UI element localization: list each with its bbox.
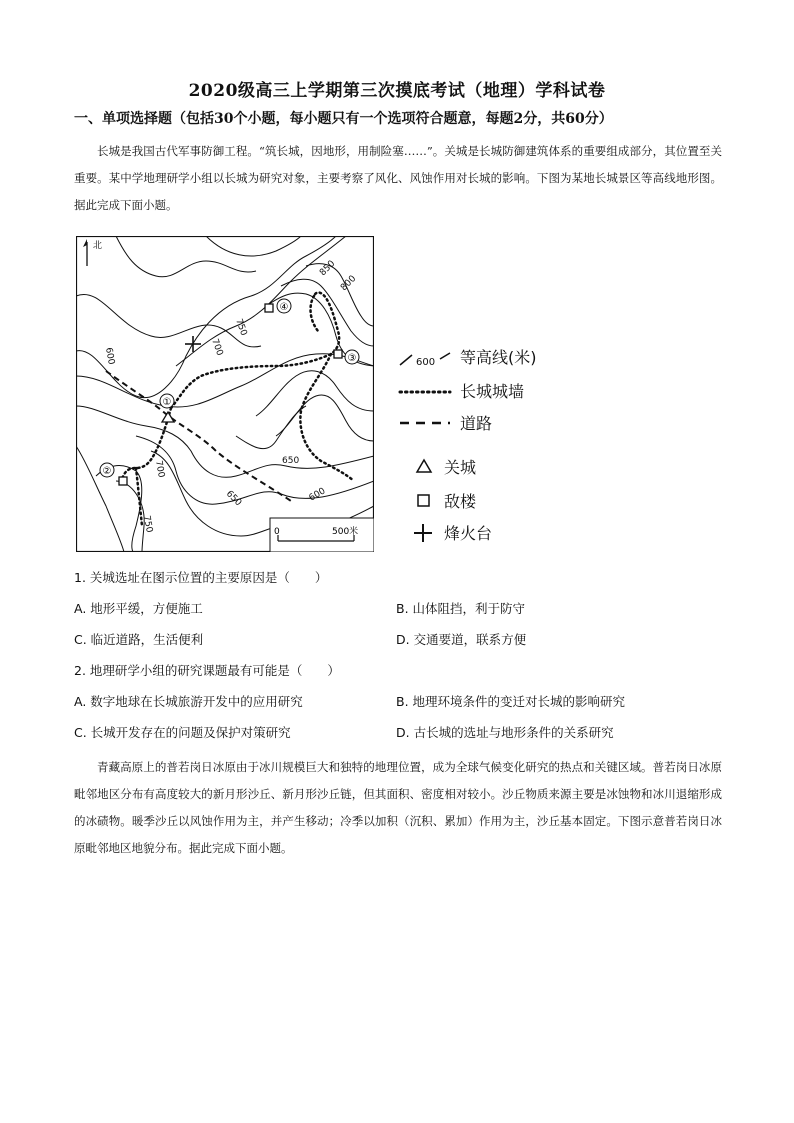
question-2-option-c[interactable]: C. 长城开发存在的问题及保护对策研究 <box>74 725 291 740</box>
beacon-tower-icon <box>414 524 432 542</box>
site-marker-1: ① <box>162 397 172 408</box>
contour-label: 700 <box>209 337 225 358</box>
watchtower-icon <box>418 495 429 506</box>
contour-label: 750 <box>141 514 154 534</box>
question-1-option-c[interactable]: C. 临近道路，生活便利 <box>74 632 204 647</box>
legend-wall-label: 长城城墙 <box>460 382 525 401</box>
section-heading: 一、单项选择题（包括30个小题，每小题只有一个选项符合题意，每题2分，共60分） <box>74 111 613 127</box>
watchtower-icon <box>265 304 273 312</box>
question-2-option-d[interactable]: D. 古长城的选址与地形条件的关系研究 <box>396 725 614 740</box>
question-2-option-b[interactable]: B. 地理环境条件的变迁对长城的影响研究 <box>396 694 626 709</box>
page-title: 2020级高三上学期第三次摸底考试（地理）学科试卷 <box>188 81 606 101</box>
site-marker-3: ③ <box>347 353 357 364</box>
legend-road-label: 道路 <box>460 414 493 433</box>
contour-label: 650 <box>223 489 244 509</box>
contour-label: 600 <box>307 486 328 504</box>
passage-great-wall: 长城是我国古代军事防御工程。“筑长城，因地形，用制险塞……”。关城是长城防御建筑体系的重要组成部分，其位置至关重要。某中学地理研学小组以长城为研究对象，主要考察了风化、风蚀作用对长城的影响。下图为某地长城景区等高线地形图。据此完成下面小题。 <box>74 144 722 212</box>
map-legend <box>398 343 578 553</box>
legend-sample-value: 600 <box>416 357 436 368</box>
contour-label: 650 <box>282 456 300 466</box>
question-2-stem: 2. 地理研学小组的研究课题最有可能是（ ） <box>74 663 340 678</box>
watchtower-icon <box>119 477 127 485</box>
gate-fort-icon <box>417 460 431 472</box>
contour-label: 850 <box>318 258 338 279</box>
watchtower-icon <box>334 350 342 358</box>
contour-label: 750 <box>233 317 249 338</box>
contour-label: 700 <box>153 459 166 479</box>
question-1-stem: 1. 关城选址在图示位置的主要原因是（ ） <box>74 570 328 585</box>
question-1-option-a[interactable]: A. 地形平缓，方便施工 <box>74 601 203 616</box>
legend-tower-label: 敌楼 <box>444 492 477 511</box>
scale-bar <box>270 518 374 552</box>
contour-map <box>76 236 374 552</box>
contour-label: 800 <box>339 273 359 294</box>
site-marker-2: ② <box>102 466 112 477</box>
contour-label: 600 <box>103 346 116 366</box>
question-1-option-d[interactable]: D. 交通要道，联系方便 <box>396 632 527 647</box>
passage-glacier: 青藏高原上的普若岗日冰原由于冰川规模巨大和独特的地理位置，成为全球气候变化研究的热点和关键区域。普若岗日冰原毗邻地区分布有高度较大的新月形沙丘、新月形沙丘链，但其面积、密度相对较小。沙丘物质来源主要是冰蚀物和冰川退缩形成的冰碛物。暖季沙丘以风蚀作用为主，并产生移动；冷季以加积（沉积、累加）作用为主，沙丘基本固定。下图示意普若岗日冰原毗邻地区地貌分布。据此完成下面小题。 <box>74 760 722 855</box>
scale-zero: 0 <box>274 527 280 537</box>
site-marker-4: ④ <box>279 302 289 313</box>
question-2-option-a[interactable]: A. 数字地球在长城旅游开发中的应用研究 <box>74 694 303 709</box>
scale-label: 500米 <box>332 527 359 537</box>
legend-gate-label: 关城 <box>444 458 477 477</box>
north-label: 北 <box>93 241 103 251</box>
question-1-option-b[interactable]: B. 山体阻挡，利于防守 <box>396 601 526 616</box>
legend-contour-label: 等高线(米) <box>460 348 537 367</box>
legend-beacon-label: 烽火台 <box>444 524 493 543</box>
